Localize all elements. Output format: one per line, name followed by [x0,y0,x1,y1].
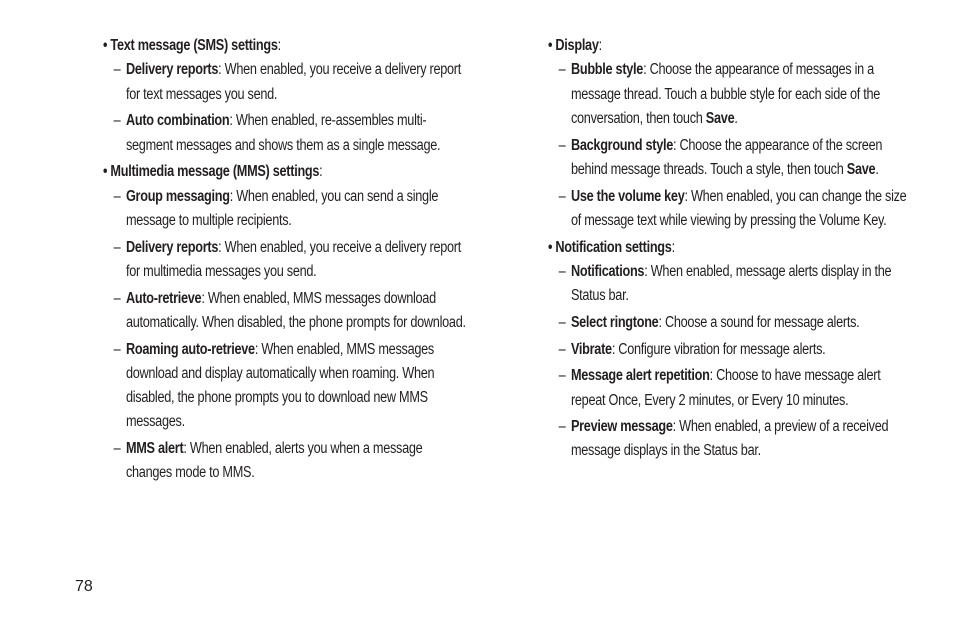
setting-term: Message alert repetition [570,367,710,385]
setting-item [548,185,913,234]
bullet-icon: • [548,238,553,256]
dash-icon: – [113,289,121,307]
setting-item [548,260,913,309]
page-number: 78 [75,578,93,595]
section-heading-text: Text message (SMS) settings [110,37,278,54]
section-heading-text: Notification settings [555,238,672,256]
dash-icon: – [558,262,566,280]
setting-term: Bubble style [570,61,644,79]
description-end: . [734,109,738,127]
dash-icon: – [113,61,121,79]
description-end: . [875,160,879,178]
setting-term: Select ringtone [570,313,659,331]
setting-description: : When enabled, a preview of a received message displays in the Status bar. [570,418,889,460]
section-heading [103,160,468,184]
setting-term: Roaming auto-retrieve [125,340,255,358]
dash-icon: – [113,340,121,358]
setting-term: Group messaging [125,187,230,205]
dash-icon: – [558,418,566,436]
dash-icon: – [558,61,566,79]
left-column [103,34,468,488]
dash-icon: – [113,187,121,205]
section-heading [103,34,468,58]
setting-item [548,58,913,131]
heading-colon: : [277,37,281,54]
dash-icon: – [113,238,121,256]
setting-item [548,338,913,362]
setting-item [103,287,468,336]
heading-colon: : [598,37,602,54]
setting-description: : When enabled, you can send a single message to multiple recipients. [125,187,439,229]
setting-item [103,58,468,107]
setting-description: : When enabled, you receive a delivery report for multimedia messages you send. [125,238,462,280]
dash-icon: – [113,112,121,130]
setting-description: : Choose a sound for message alerts. [658,313,860,331]
setting-description: : Configure vibration for message alerts. [611,340,826,358]
setting-item [103,185,468,234]
setting-item [548,311,913,335]
setting-term: Use the volume key [570,187,685,205]
settings-section [103,160,468,485]
right-column [548,34,913,466]
settings-section [103,34,468,158]
setting-description: : When enabled, you can change the size of message text while viewing by pressing the Volume Key. [570,187,907,229]
setting-term: Auto combination [125,112,230,130]
bullet-icon: • [548,37,553,54]
bullet-icon: • [103,37,108,54]
setting-description: : When enabled, you receive a delivery report for text messages you send. [125,61,462,103]
section-heading [548,34,913,58]
setting-term: Auto-retrieve [125,289,202,307]
dash-icon: – [558,187,566,205]
setting-item [103,109,468,158]
section-heading-text: Multimedia message (MMS) settings [110,163,320,181]
setting-description: : Choose to have message alert repeat Once, Every 2 minutes, or Every 10 minutes. [570,367,881,409]
setting-item [103,338,468,435]
setting-term: MMS alert [125,440,184,458]
bullet-icon: • [103,163,108,181]
button-reference: Save [705,109,735,127]
setting-term: Preview message [570,418,673,436]
dash-icon: – [558,367,566,385]
setting-item [548,415,913,464]
settings-section [548,34,913,233]
setting-description: : When enabled, re-assembles multi-segment messages and shows them as a single message. [125,112,441,154]
dash-icon: – [558,136,566,154]
dash-icon: – [113,440,121,458]
heading-colon: : [671,238,675,256]
section-heading-text: Display [555,37,599,54]
dash-icon: – [558,340,566,358]
setting-description: : When enabled, MMS messages download and display automatically when roaming. When disabled, the phone prompts you to download new MMS messages. [125,340,435,431]
setting-description: : When enabled, message alerts display in the Status bar. [570,262,892,305]
setting-description: : When enabled, MMS messages download automatically. When disabled, the phone prompts for download. [125,289,466,331]
setting-item [103,437,468,486]
section-heading [548,236,913,260]
setting-item [548,364,913,413]
setting-term: Notifications [570,262,645,280]
setting-term: Delivery reports [125,61,219,79]
button-reference: Save [846,160,876,178]
dash-icon: – [558,313,566,331]
setting-item [548,134,913,183]
setting-description: : Choose the appearance of the screen behind message threads. Touch a style, then touch [570,136,883,178]
setting-term: Background style [570,136,674,154]
setting-term: Delivery reports [125,238,219,256]
setting-item [103,236,468,285]
settings-section [548,236,913,464]
heading-colon: : [319,163,323,181]
setting-description: : Choose the appearance of messages in a message thread. Touch a bubble style for each side of the conversation, then touch [570,61,881,127]
setting-description: : When enabled, alerts you when a message changes mode to MMS. [125,440,423,482]
setting-term: Vibrate [570,340,612,358]
